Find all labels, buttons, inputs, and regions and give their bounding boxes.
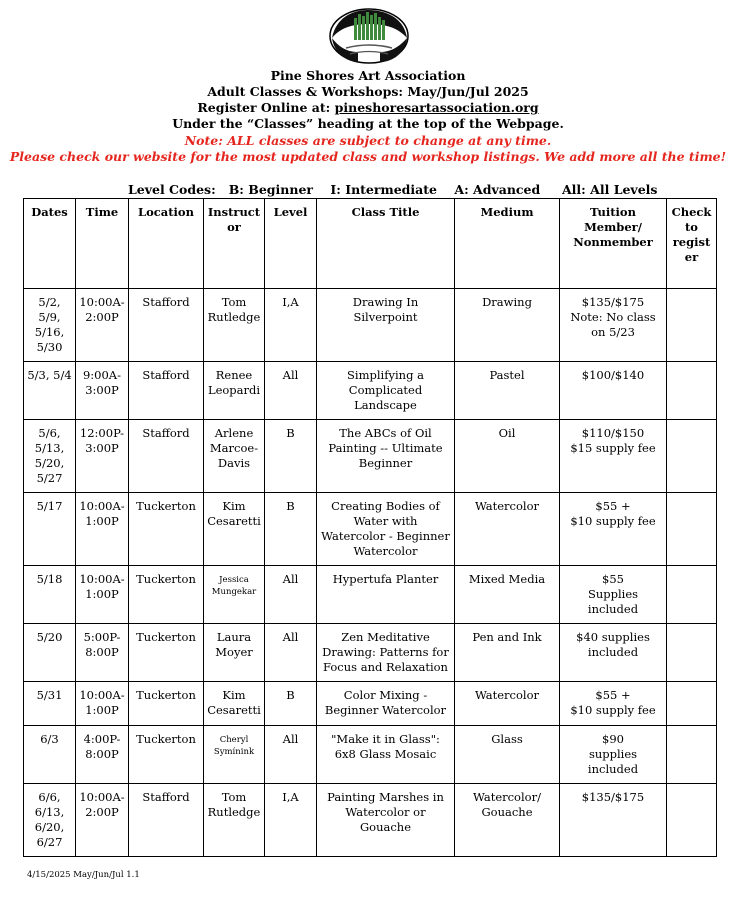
cell-time: 10:00A-2:00P — [76, 289, 129, 362]
cell-tuition: $135/$175 Note: No class on 5/23 — [560, 289, 667, 362]
cell-time: 12:00P-3:00P — [76, 420, 129, 493]
table-row — [24, 289, 717, 362]
cell-time: 4:00P-8:00P — [76, 726, 129, 784]
table-row — [24, 682, 717, 726]
cell-location: Stafford — [129, 362, 204, 420]
table-row — [24, 784, 717, 857]
col-header-location: Location — [129, 199, 204, 289]
cell-dates: 5/6, 5/13, 5/20, 5/27 — [24, 420, 76, 493]
org-name: Pine Shores Art Association — [270, 68, 466, 83]
cell-register-check[interactable] — [667, 624, 717, 682]
cell-register-check[interactable] — [667, 566, 717, 624]
level-codes: Level Codes: B: Beginner I: Intermediate A: Advanced All: All Levels — [128, 182, 658, 197]
cell-dates: 5/3, 5/4 — [24, 362, 76, 420]
col-header-class-title: Class Title — [317, 199, 455, 289]
cell-time: 10:00A-2:00P — [76, 784, 129, 857]
cell-level: B — [265, 493, 317, 566]
cell-instructor: Tom Rutledge — [204, 289, 265, 362]
cell-class-title: Color Mixing - Beginner Watercolor — [317, 682, 455, 726]
cell-dates: 6/3 — [24, 726, 76, 784]
table-row — [24, 420, 717, 493]
classes-heading-note: Under the “Classes” heading at the top of the Webpage. — [172, 116, 564, 131]
table-row — [24, 566, 717, 624]
cell-level: I,A — [265, 289, 317, 362]
cell-tuition: $55 + $10 supply fee — [560, 493, 667, 566]
cell-location: Tuckerton — [129, 726, 204, 784]
cell-location: Tuckerton — [129, 624, 204, 682]
col-header-dates: Dates — [24, 199, 76, 289]
cell-medium: Oil — [455, 420, 560, 493]
cell-time: 9:00A-3:00P — [76, 362, 129, 420]
col-header-medium: Medium — [455, 199, 560, 289]
col-header-level: Level — [265, 199, 317, 289]
col-header-tuition: Tuition Member/ Nonmember — [560, 199, 667, 289]
cell-tuition: $55 Supplies included — [560, 566, 667, 624]
footer-version: 4/15/2025 May/Jun/Jul 1.1 — [27, 870, 140, 880]
cell-medium: Pen and Ink — [455, 624, 560, 682]
table-row — [24, 624, 717, 682]
cell-tuition: $110/$150 $15 supply fee — [560, 420, 667, 493]
cell-dates: 5/2, 5/9, 5/16, 5/30 — [24, 289, 76, 362]
cell-register-check[interactable] — [667, 784, 717, 857]
cell-register-check[interactable] — [667, 493, 717, 566]
cell-location: Stafford — [129, 289, 204, 362]
subtitle: Adult Classes & Workshops: May/Jun/Jul 2025 — [207, 84, 529, 99]
cell-instructor: Tom Rutledge — [204, 784, 265, 857]
col-header-time: Time — [76, 199, 129, 289]
change-note: Note: ALL classes are subject to change at any time. — [184, 133, 552, 148]
cell-medium: Watercolor/ Gouache — [455, 784, 560, 857]
cell-medium: Glass — [455, 726, 560, 784]
cell-class-title: Painting Marshes in Watercolor or Gouache — [317, 784, 455, 857]
col-header-instructor: Instruct or — [204, 199, 265, 289]
cell-location: Tuckerton — [129, 566, 204, 624]
cell-class-title: The ABCs of Oil Painting -- Ultimate Beginner — [317, 420, 455, 493]
website-note: Please check our website for the most updated class and workshop listings. We add more all the time! — [9, 149, 727, 164]
cell-instructor: Jessica Mungekar — [204, 566, 265, 624]
cell-location: Stafford — [129, 784, 204, 857]
cell-location: Stafford — [129, 420, 204, 493]
cell-medium: Watercolor — [455, 682, 560, 726]
cell-register-check[interactable] — [667, 726, 717, 784]
cell-level: B — [265, 420, 317, 493]
register-prefix: Register Online at: — [197, 100, 335, 115]
cell-time: 10:00A-1:00P — [76, 493, 129, 566]
cell-instructor: Kim Cesaretti — [204, 493, 265, 566]
cell-dates: 5/31 — [24, 682, 76, 726]
cell-instructor: Renee Leopardi — [204, 362, 265, 420]
table-row — [24, 493, 717, 566]
cell-tuition: $55 + $10 supply fee — [560, 682, 667, 726]
cell-time: 10:00A-1:00P — [76, 566, 129, 624]
website-link[interactable]: pineshoresartassociation.org — [334, 100, 539, 115]
cell-tuition: $90 supplies included — [560, 726, 667, 784]
cell-medium: Watercolor — [455, 493, 560, 566]
cell-dates: 6/6, 6/13, 6/20, 6/27 — [24, 784, 76, 857]
cell-instructor: Laura Moyer — [204, 624, 265, 682]
cell-tuition: $40 supplies included — [560, 624, 667, 682]
cell-medium: Mixed Media — [455, 566, 560, 624]
cell-level: All — [265, 362, 317, 420]
cell-class-title: Hypertufa Planter — [317, 566, 455, 624]
cell-class-title: Creating Bodies of Water with Watercolor - Beginner Watercolor — [317, 493, 455, 566]
cell-class-title: Zen Meditative Drawing: Patterns for Focus and Relaxation — [317, 624, 455, 682]
table-row — [24, 362, 717, 420]
cell-class-title: "Make it in Glass": 6x8 Glass Mosaic — [317, 726, 455, 784]
cell-register-check[interactable] — [667, 682, 717, 726]
cell-level: I,A — [265, 784, 317, 857]
col-header-check: Check to regist er — [667, 199, 717, 289]
cell-time: 10:00A-1:00P — [76, 682, 129, 726]
cell-register-check[interactable] — [667, 289, 717, 362]
table-row — [24, 726, 717, 784]
cell-instructor: Kim Cesaretti — [204, 682, 265, 726]
cell-level: All — [265, 726, 317, 784]
cell-level: All — [265, 566, 317, 624]
cell-tuition: $135/$175 — [560, 784, 667, 857]
cell-tuition: $100/$140 — [560, 362, 667, 420]
cell-dates: 5/17 — [24, 493, 76, 566]
cell-class-title: Drawing In Silverpoint — [317, 289, 455, 362]
cell-medium: Drawing — [455, 289, 560, 362]
cell-location: Tuckerton — [129, 493, 204, 566]
cell-level: B — [265, 682, 317, 726]
cell-dates: 5/20 — [24, 624, 76, 682]
class-schedule-table — [23, 198, 717, 857]
register-line — [0, 100, 736, 115]
cell-level: All — [265, 624, 317, 682]
cell-register-check[interactable] — [667, 420, 717, 493]
cell-location: Tuckerton — [129, 682, 204, 726]
table-header-row — [24, 199, 717, 289]
cell-time: 5:00P-8:00P — [76, 624, 129, 682]
cell-dates: 5/18 — [24, 566, 76, 624]
cell-class-title: Simplifying a Complicated Landscape — [317, 362, 455, 420]
cell-instructor: Arlene Marcoe-Davis — [204, 420, 265, 493]
cell-instructor: Cheryl Symínink — [204, 726, 265, 784]
association-logo — [328, 4, 410, 66]
cell-register-check[interactable] — [667, 362, 717, 420]
cell-medium: Pastel — [455, 362, 560, 420]
